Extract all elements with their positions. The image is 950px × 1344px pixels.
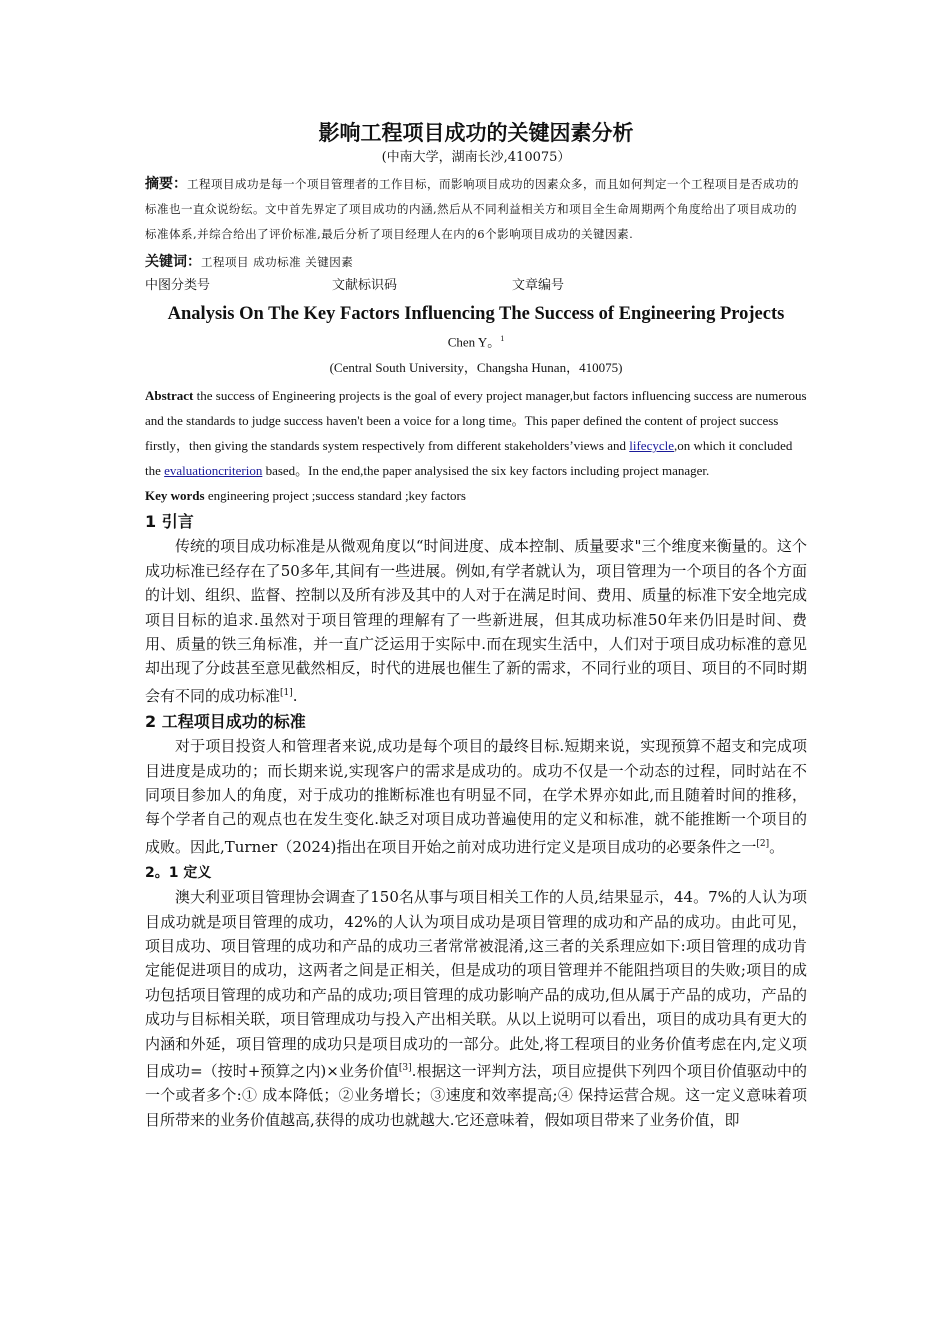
keywords-label-en: Key words <box>145 488 205 504</box>
paper-title-cn: 影响工程项目成功的关键因素分析 <box>318 121 634 145</box>
article-number-label: 文章编号 <box>512 278 565 293</box>
keywords-text-en: engineering project ;success standard ;key factors <box>204 488 466 504</box>
section-1-end: . <box>292 686 298 705</box>
abstract-en-part3: based。In the end,the paper analysised the six key factors including project manager. <box>262 463 710 479</box>
ref-1: [1] <box>280 687 293 698</box>
class-number-label: 中图分类号 <box>145 278 211 293</box>
keywords-cn <box>145 249 807 275</box>
section-2-1-paragraph <box>145 885 807 1132</box>
affiliation-en: (Central South University，Changsha Hunan，410075) <box>329 360 623 376</box>
keywords-text-cn: 工程项目 成功标准 关键因素 <box>201 255 354 269</box>
ref-2: [2] <box>756 838 770 849</box>
abstract-en-part2: ,on which it concluded the <box>145 438 793 479</box>
section-2-text: 对于项目投资人和管理者来说,成功是每个项目的最终目标.短期来说，实现预算不超支和完成项目进度是成功的；而长期来说,实现客户的需求是成功的。成功不仅是一个动态的过程，同时站在不同项目参加人的角度，对于成功的推断标准也有明显不同，在学术界亦如此,而且随着时间的推移，每个学者自己的观点也在发生变化.缺乏对项目成功普遍使用的定义和标准，就不能推断一个项目的成败。因此,Turner（2024)指出在项目开始之前对成功进行定义是项目成功的必要条件之一 <box>145 737 807 856</box>
abstract-cn <box>145 172 807 247</box>
author-name: Chen Y。 <box>447 334 501 350</box>
paper-page <box>145 118 807 1132</box>
lifecycle-link[interactable]: lifecycle <box>629 438 674 454</box>
section-2-1-heading: 2。1 定义 <box>145 865 212 882</box>
paper-title-en: Analysis On The Key Factors Influencing The Success of Engineering Projects <box>167 304 785 324</box>
author-en <box>145 328 807 353</box>
abstract-label-en: Abstract <box>145 388 194 404</box>
abstract-text-cn: 工程项目成功是每一个项目管理者的工作目标，而影响项目成功的因素众多，而且如何判定一个工程项目是否成功的标准也一直众说纷纭。文中首先界定了项目成功的内涵,然后从不同利益相关方和项目全生命周期两个角度给出了项目成功的标准体系,并综合给出了评价标准,最后分析了项目经理人在内的6个影响项目成功的关键因素. <box>145 177 799 241</box>
abstract-en <box>145 383 807 483</box>
section-2-1-text-b: .根据这一评判方法，项目应提供下列四个项目价值驱动中的一个或者多个:① 成本降低；②业务增长；③速度和效率提高;④ 保持运营合规。这一定义意味着项目所带来的业务价值越高,获得的成功也就越大.它还意味着，假如项目带来了业务价值，即 <box>145 1062 807 1129</box>
section-2-heading: 2 工程项目成功的标准 <box>145 712 306 732</box>
classification-row <box>145 275 807 297</box>
affiliation-cn: (中南大学，湖南长沙,410075） <box>381 150 571 165</box>
section-2-1-text-a: 澳大利亚项目管理协会调查了150名从事与项目相关工作的人员,结果显示，44。7%的人认为项目成功就是项目管理的成功，42%的人认为项目成功是项目管理的成功和产品的成功。由此可见，项目成功、项目管理的成功和产品的成功三者常常被混淆,这三者的关系理应如下:项目管理的成功肯定能促进项目的成功，这两者之间是正相关，但是成功的项目管理并不能阻挡项目的失败;项目的成功包括项目管理的成功和产品的成功;项目管理的成功影响产品的成功,但从属于产品的成功，产品的成功与目标相关联，项目管理成功与投入产出相关联。从以上说明可以看出，项目的成功具有更大的内涵和外延，项目管理的成功只是项目成功的一部分。此处,将工程项目的业务价值考虑在内,定义项目成功=（按时+预算之内)×业务价值 <box>145 888 807 1081</box>
abstract-label-cn: 摘要： <box>145 176 187 192</box>
section-1-text: 传统的项目成功标准是从微观角度以“时间进度、成本控制、质量要求"三个维度来衡量的。这个成功标准已经存在了50多年,其间有一些进展。例如,有学者就认为，项目管理为一个项目的各个方面的计划、组织、监督、控制以及所有涉及其中的人对于在满足时间、费用、质量的标准下安全地完成项目目标的追求.虽然对于项目管理的理解有了一些新进展，但其成功标准50年来仍旧是时间、费用、质量的铁三角标准，并一直广泛运用于实际中.而在现实生活中，人们对于项目成功标准的意见却出现了分歧甚至意见截然相反，时代的进展也催生了新的需求，不同行业的项目、项目的不同时期会有不同的成功标准 <box>145 537 807 705</box>
author-sup: 1 <box>500 334 505 343</box>
section-1-paragraph <box>145 534 807 708</box>
section-1-heading: 1 引言 <box>145 512 194 532</box>
keywords-en <box>145 483 807 508</box>
keywords-label-cn: 关键词： <box>145 254 201 270</box>
evaluation-criterion-link[interactable]: evaluationcriterion <box>164 463 263 479</box>
doc-code-label: 文献标识码 <box>332 278 398 293</box>
section-2-paragraph <box>145 734 807 859</box>
abstract-en-part1: the success of Engineering projects is the goal of every project manager,but factors influencing success are numerous and the standards to judge success haven't been a voice for a long time。This paper defined the content of project success firstly，then giving the standards system respectively from different stakeholders’views and <box>145 388 807 454</box>
ref-3: [3] <box>398 1063 412 1074</box>
section-2-end: 。 <box>769 837 785 856</box>
